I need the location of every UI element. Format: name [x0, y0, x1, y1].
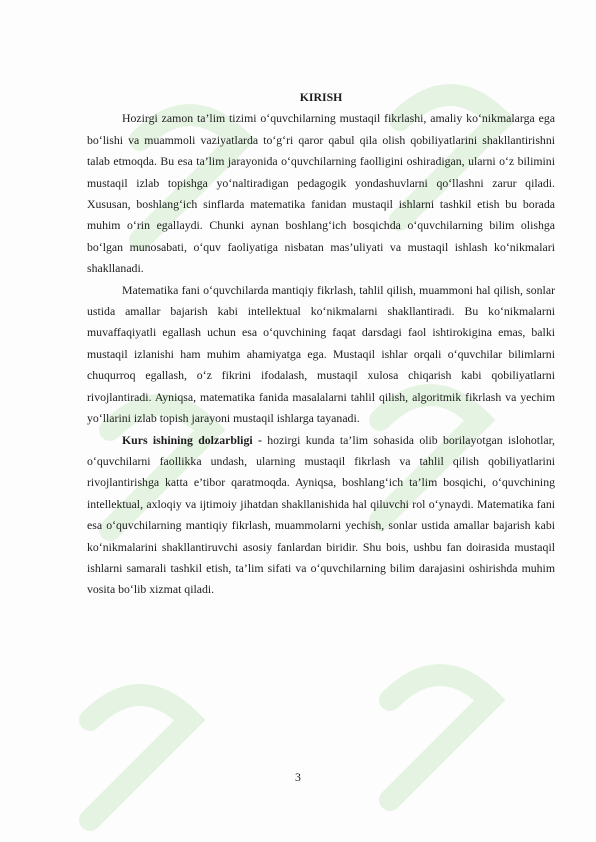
paragraph-3-lead: Kurs ishining dolzarbligi - — [122, 432, 262, 447]
document-body — [87, 87, 555, 601]
paragraph-1: Hozirgi zamon ta’lim tizimi o‘quvchilarning mustaqil fikrlashi, amaliy ko‘nikmalarga ega bo‘lishi va muammoli vaziyatlarda to‘g‘ri qaror qabul qila olish qobiliyatlarini shakllantirishni talab etmoqda. Bu esa ta’lim jarayonida o‘quvchilarning faolligini oshiradigan, ularni o‘z bilimini mustaqil izlab topishga yo‘naltiradigan pedagogik yondashuvlarni qo‘llashni zarur qiladi. Xususan, boshlang‘ich sinflarda matematika fanidan mustaqil ishlarni tashkil etish bu borada muhim o‘rin egallaydi. Chunki aynan boshlang‘ich bosqichda o‘quvchilarning bilim olishga bo‘lgan munosabati, o‘quv faoliyatiga nisbatan mas’uliyati va mustaqil ishlash ko‘nikmalari shakllanadi. — [87, 111, 555, 276]
paragraph-3 — [87, 430, 555, 601]
section-title: KIRISH — [299, 90, 343, 104]
paragraph-3-text: hozirgi kunda ta’lim sohasida olib borilayotgan islohotlar, o‘quvchilarni faollikka undash, ularning mustaqil fikrlash va tahlil qilish qobiliyatlarini rivojlantirishga katta e’tibor qaratmoqda. Ayniqsa, boshlang‘ich ta’lim bosqichi, o‘quvchining intellektual, axloqiy va ijtimoiy jihatdan shakllanishida hal qiluvchi rol o‘ynaydi. Matematika fani esa o‘quvchilarning mantiqiy fikrlash, muammolarni yechish, sonlar ustida amallar bajarish kabi ko‘nikmalarini shakllantiruvchi asosiy fanlardan biridir. Shu bois, ushbu fan doirasida mustaqil ishlarni samarali tashkil etish, ta’lim sifati va o‘quvchilarning bilim darajasini oshirishda muhim vosita bo‘lib xizmat qiladi. — [87, 432, 555, 597]
page-number: 3 — [295, 770, 301, 784]
paragraph-2: Matematika fani o‘quvchilarda mantiqiy fikrlash, tahlil qilish, muammoni hal qilish, sonlar ustida amallar bajarish kabi intellektual ko‘nikmalarni shakllantiradi. Bu ko‘nikmalarni muvaffaqiyatli egallash uchun esa o‘quvchining faqat darsdagi faol ishtirokigina emas, balki mustaqil izlanishi ham muhim ahamiyatga ega. Mustaqil ishlar orqali o‘quvchilar bilimlarni chuqurroq egallash, o‘z fikrini ifodalash, mustaqil xulosa chiqarish kabi qobiliyatlarni rivojlantiradi. Ayniqsa, matematika fanida masalalarni tahlil qilish, algoritmik fikrlash va yechim yo‘llarini izlab topish jarayoni mustaqil ishlarga tayanadi. — [87, 282, 555, 426]
